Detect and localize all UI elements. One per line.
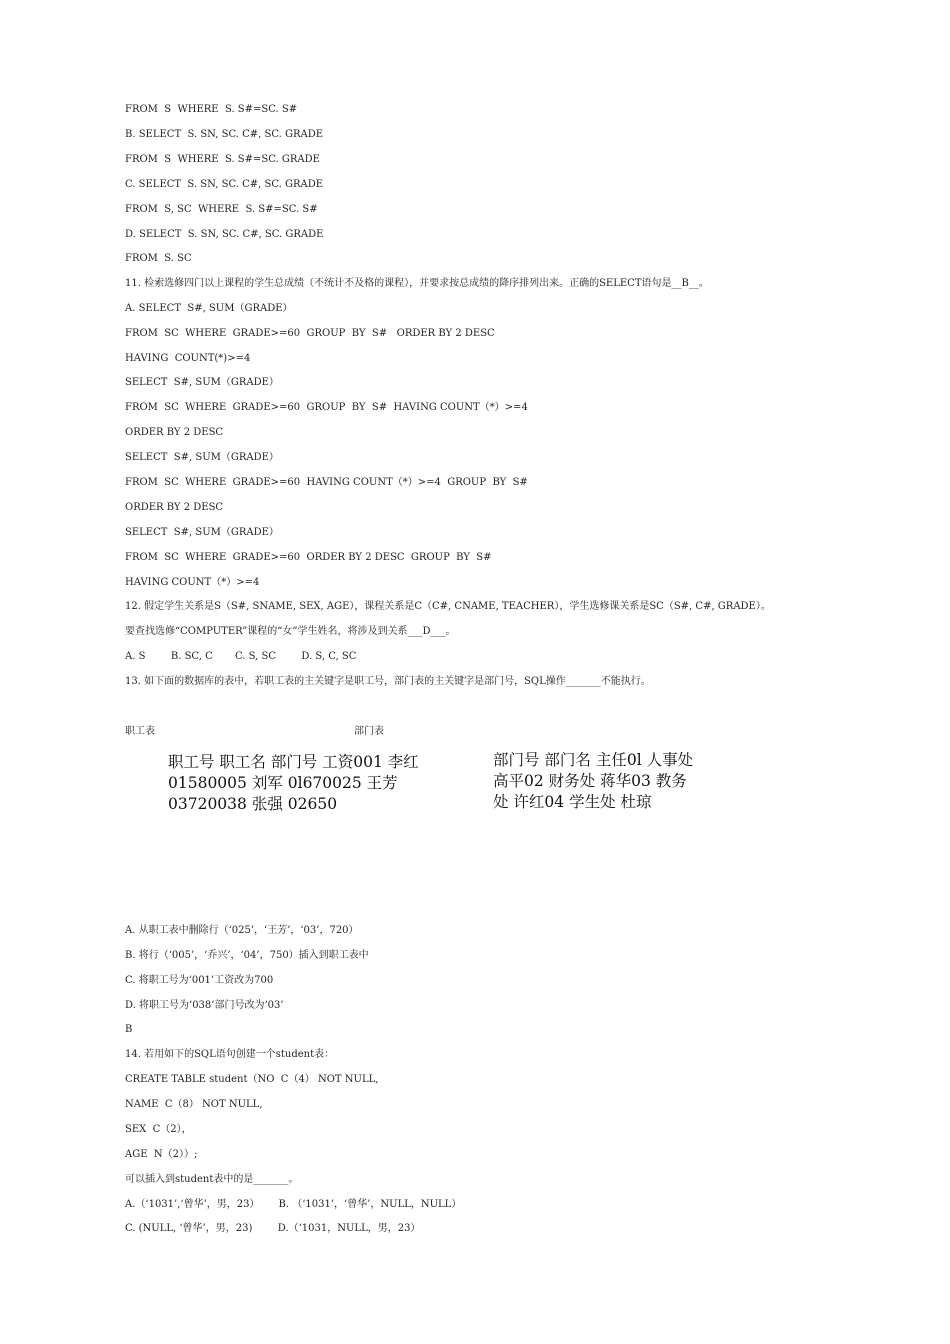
text-line: 要查找选修“COMPUTER”课程的“女”学生姓名，将涉及到关系___D___。 — [125, 626, 456, 637]
question-11: 11. 检索选修四门以上课程的学生总成绩（不统计不及格的课程），并要求按总成绩的降序排列出来。正确的SELECT语句是__B__。 — [125, 278, 709, 289]
answer-options: C. (NULL, ‘曾华’，男，23) D.（‘1031，NULL，男，23） — [125, 1223, 421, 1234]
text-line: FROM SC WHERE GRADE>=60 GROUP BY S# HAVING COUNT（*）>=4 — [125, 402, 528, 413]
text-line: HAVING COUNT(*)>=4 — [125, 353, 251, 364]
text-line: C. SELECT S. SN, SC. C#, SC. GRADE — [125, 179, 324, 190]
text-line: HAVING COUNT（*）>=4 — [125, 577, 260, 588]
text-line: ORDER BY 2 DESC — [125, 502, 224, 513]
option-d: D. 将职工号为‘038’部门号改为‘03’ — [125, 1000, 284, 1011]
text-line: CREATE TABLE student（NO C（4） NOT NULL, — [125, 1074, 379, 1085]
answer-options: A.（‘1031’,‘曾华’，男，23） B. （‘1031’，‘曾华’，NULL，NULL） — [125, 1199, 462, 1210]
department-table-label: 部门表 — [354, 726, 384, 737]
option-b: B. 将行（‘005’，‘乔兴’，‘04’，750）插入到职工表中 — [125, 950, 369, 961]
text-line: SEX C（2）， — [125, 1124, 192, 1135]
answer-options: A. S B. SC, C C. S, SC D. S, C, SC — [125, 651, 357, 662]
text-line: ORDER BY 2 DESC — [125, 427, 224, 438]
option-c: C. 将职工号为‘001’工资改为700 — [125, 975, 274, 986]
text-line: SELECT S#, SUM（GRADE） — [125, 377, 279, 388]
text-line: FROM SC WHERE GRADE>=60 ORDER BY 2 DESC GROUP BY S# — [125, 552, 492, 563]
text-line: FROM S WHERE S. S#=SC. S# — [125, 104, 298, 115]
department-table-content: 部门号 部门名 主任0l 人事处 高平02 财务处 蒋华03 教务处 许红04 学生处 杜琼 — [493, 751, 694, 811]
text-line: NAME C（8） NOT NULL, — [125, 1099, 263, 1110]
text-line: A. SELECT S#, SUM（GRADE） — [125, 303, 293, 314]
text-line: FROM SC WHERE GRADE>=60 HAVING COUNT（*）>=4 GROUP BY S# — [125, 477, 528, 488]
text-line: SELECT S#, SUM（GRADE） — [125, 527, 279, 538]
text-line: B. SELECT S. SN, SC. C#, SC. GRADE — [125, 129, 324, 140]
answer: B — [125, 1024, 133, 1035]
question-12: 12. 假定学生关系是S（S#, SNAME, SEX, AGE），课程关系是C（C#, CNAME, TEACHER），学生选修课关系是SC（S#, C#, GRADE）。 — [125, 601, 771, 612]
employee-table-label: 职工表 — [125, 726, 155, 737]
question-14: 14. 若用如下的SQL语句创建一个student表： — [125, 1049, 335, 1060]
question-13: 13. 如下面的数据库的表中，若职工表的主关键字是职工号，部门表的主关键字是部门号，SQL操作_______不能执行。 — [125, 676, 651, 687]
employee-table-content: 职工号 职工名 部门号 工资001 李红 01580005 刘军 0l670025 王芳 03720038 张强 02650 — [168, 753, 419, 813]
option-a: A. 从职工表中删除行（‘025’，‘王芳’，‘03’，720） — [125, 925, 359, 936]
text-line: FROM SC WHERE GRADE>=60 GROUP BY S# ORDER BY 2 DESC — [125, 328, 495, 339]
text-line: FROM S. SC — [125, 253, 192, 264]
text-line: 可以插入到student表中的是_______。 — [125, 1174, 299, 1185]
text-line: AGE N（2））; — [125, 1149, 198, 1160]
text-line: D. SELECT S. SN, SC. C#, SC. GRADE — [125, 229, 324, 240]
text-line: SELECT S#, SUM（GRADE） — [125, 452, 279, 463]
text-line: FROM S WHERE S. S#=SC. GRADE — [125, 154, 320, 165]
text-line: FROM S, SC WHERE S. S#=SC. S# — [125, 204, 318, 215]
